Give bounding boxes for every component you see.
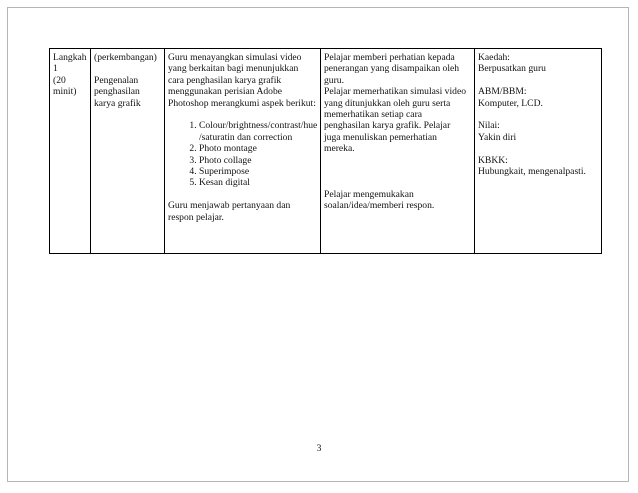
phase-title: (perkembangan) <box>94 52 157 63</box>
teacher-closing-line: Guru menjawab pertanyaan dan <box>168 200 291 212</box>
notes-cell <box>475 49 602 254</box>
aspect-list-item: 1. Colour/brightness/contrast/hue /saturatin dan correction <box>199 120 317 143</box>
student-line: soalan/idea/memberi respon. <box>324 200 435 212</box>
student-line: Pelajar memberi perhatian kepada <box>324 52 455 63</box>
teacher-intro-line: menggunakan perisian Adobe <box>168 86 283 98</box>
student-line: Pelajar mengemukakan <box>324 188 414 200</box>
step-duration-unit: minit) <box>53 86 77 98</box>
phase-cell <box>91 49 165 254</box>
phase-line: Pengenalan <box>94 74 139 86</box>
teacher-closing-line: respon pelajar. <box>168 211 224 223</box>
values-value: Yakin diri <box>478 131 517 143</box>
student-activity-cell <box>321 49 475 254</box>
aspect-list-item: 2. Photo montage <box>199 143 317 154</box>
kbkk-label: KBKK: <box>478 154 508 166</box>
page-number: 3 <box>316 443 322 454</box>
aspect-list-item: 4. Superimpose <box>199 166 317 177</box>
phase-line: penghasilan <box>94 86 140 98</box>
step-label: Langkah <box>53 52 87 63</box>
phase-line: karya grafik <box>94 97 141 109</box>
tools-label: ABM/BBM: <box>478 86 527 98</box>
lesson-plan-table <box>49 48 602 254</box>
student-line: mereka. <box>324 143 355 155</box>
student-line: guru. <box>324 74 344 86</box>
student-line: memerhatikan setiap cara <box>324 109 423 121</box>
aspect-list-item: 3. Photo collage <box>199 155 317 166</box>
tools-value: Komputer, LCD. <box>478 97 543 109</box>
values-label: Nilai: <box>478 120 500 132</box>
teacher-intro-line: cara penghasilan karya grafik <box>168 74 282 86</box>
aspect-list-item: 5. Kesan digital <box>199 177 317 188</box>
method-value: Berpusatkan guru <box>478 63 546 75</box>
student-line: penerangan yang disampaikan oleh <box>324 63 460 75</box>
step-number: 1 <box>53 63 58 75</box>
teacher-intro-line: yang berkaitan bagi menunjukkan <box>168 63 299 75</box>
step-duration-value: (20 <box>53 74 66 86</box>
step-cell <box>50 49 91 254</box>
teacher-activity-cell <box>165 49 321 254</box>
student-line: penghasilan karya grafik. Pelajar <box>324 120 451 132</box>
aspect-list <box>168 120 317 188</box>
kbkk-value: Hubungkait, mengenalpasti. <box>478 166 586 178</box>
table-row <box>50 49 602 254</box>
student-line: juga menuliskan pemerhatian <box>324 131 437 143</box>
teacher-intro-line: Photoshop merangkumi aspek berikut: <box>168 97 316 109</box>
student-line: yang ditunjukkan oleh guru serta <box>324 97 451 109</box>
teacher-intro-line: Guru menayangkan simulasi video <box>168 52 302 63</box>
method-label: Kaedah: <box>478 52 510 63</box>
student-line: Pelajar memerhatikan simulasi video <box>324 86 466 98</box>
